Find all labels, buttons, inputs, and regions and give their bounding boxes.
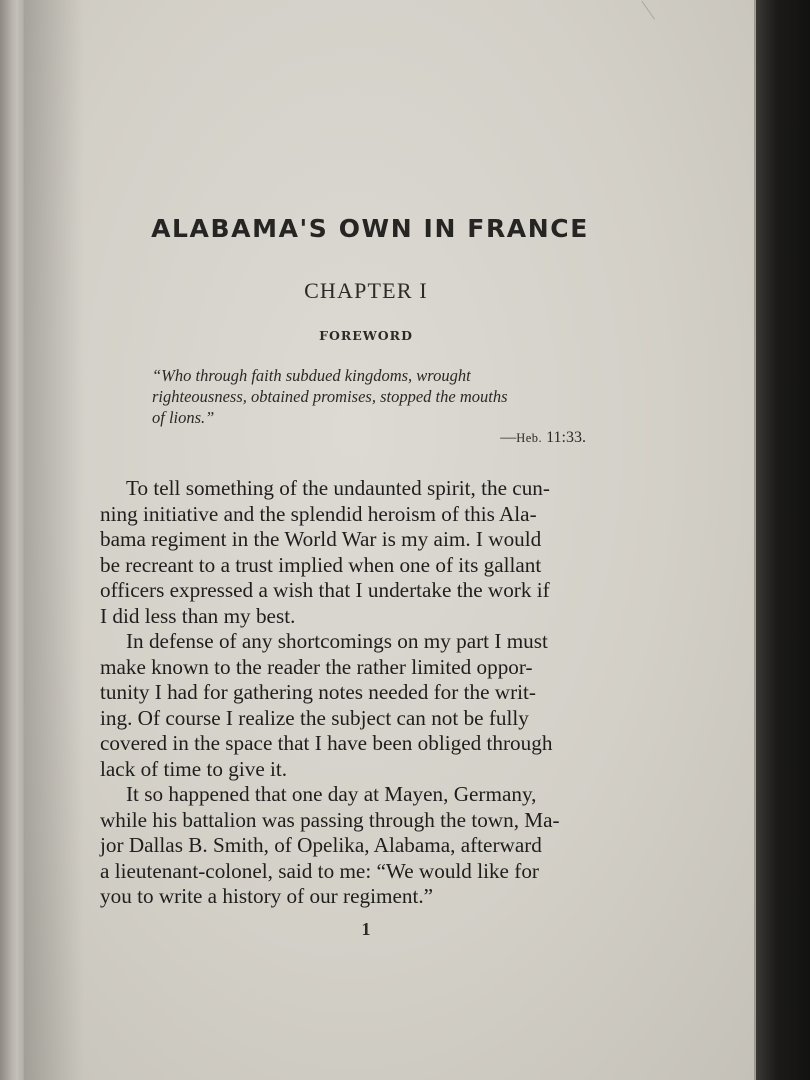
epigraph <box>152 365 586 428</box>
text-line: lack of time to give it. <box>100 756 288 781</box>
citation-book: Heb. <box>516 431 543 445</box>
page-content <box>100 214 632 940</box>
text-line: To tell something of the undaunted spirit, the cun- <box>126 476 550 500</box>
paragraph <box>100 782 632 910</box>
epigraph-citation <box>100 429 586 447</box>
epigraph-line: “Who through faith subdued kingdoms, wrought <box>152 366 471 385</box>
text-line: jor Dallas B. Smith, of Opelika, Alabama, afterward <box>100 833 542 857</box>
paragraph <box>100 629 632 782</box>
text-line: ning initiative and the splendid heroism of this Ala- <box>100 501 537 526</box>
right-background-shadow <box>756 0 810 1080</box>
spine-shadow <box>24 0 84 1080</box>
text-line: officers expressed a wish that I undertake the work if <box>100 578 550 602</box>
citation-dash: — <box>500 429 517 446</box>
page-number: 1 <box>361 918 371 939</box>
text-line: a lieutenant-colonel, said to me: “We would like for <box>100 858 539 883</box>
text-line: tunity I had for gathering notes needed for the writ- <box>100 680 536 704</box>
page-crease <box>641 0 669 19</box>
text-line: make known to the reader the rather limited oppor- <box>100 654 533 679</box>
body-text <box>100 476 632 910</box>
section-heading: FOREWORD <box>319 328 413 343</box>
text-line: ing. Of course I realize the subject can not be fully <box>100 705 529 730</box>
text-line: be recreant to a trust implied when one of its gallant <box>100 552 542 577</box>
epigraph-line: of lions.” <box>152 408 215 427</box>
text-line: It so happened that one day at Mayen, Germany, <box>126 782 537 806</box>
text-line: In defense of any shortcomings on my part I must <box>126 629 548 653</box>
book-title: ALABAMA'S OWN IN FRANCE <box>151 214 589 243</box>
text-line: you to write a history of our regiment.” <box>100 884 434 908</box>
epigraph-line: righteousness, obtained promises, stopped the mouths <box>152 387 508 406</box>
citation-ref: 11:33. <box>542 429 586 446</box>
text-line: bama regiment in the World War is my aim. I would <box>100 527 542 551</box>
chapter-heading: CHAPTER I <box>304 278 428 303</box>
text-line: while his battalion was passing through the town, Ma- <box>100 807 560 832</box>
text-line: I did less than my best. <box>100 603 296 628</box>
paragraph <box>100 476 632 629</box>
text-line: covered in the space that I have been obliged through <box>100 731 553 755</box>
